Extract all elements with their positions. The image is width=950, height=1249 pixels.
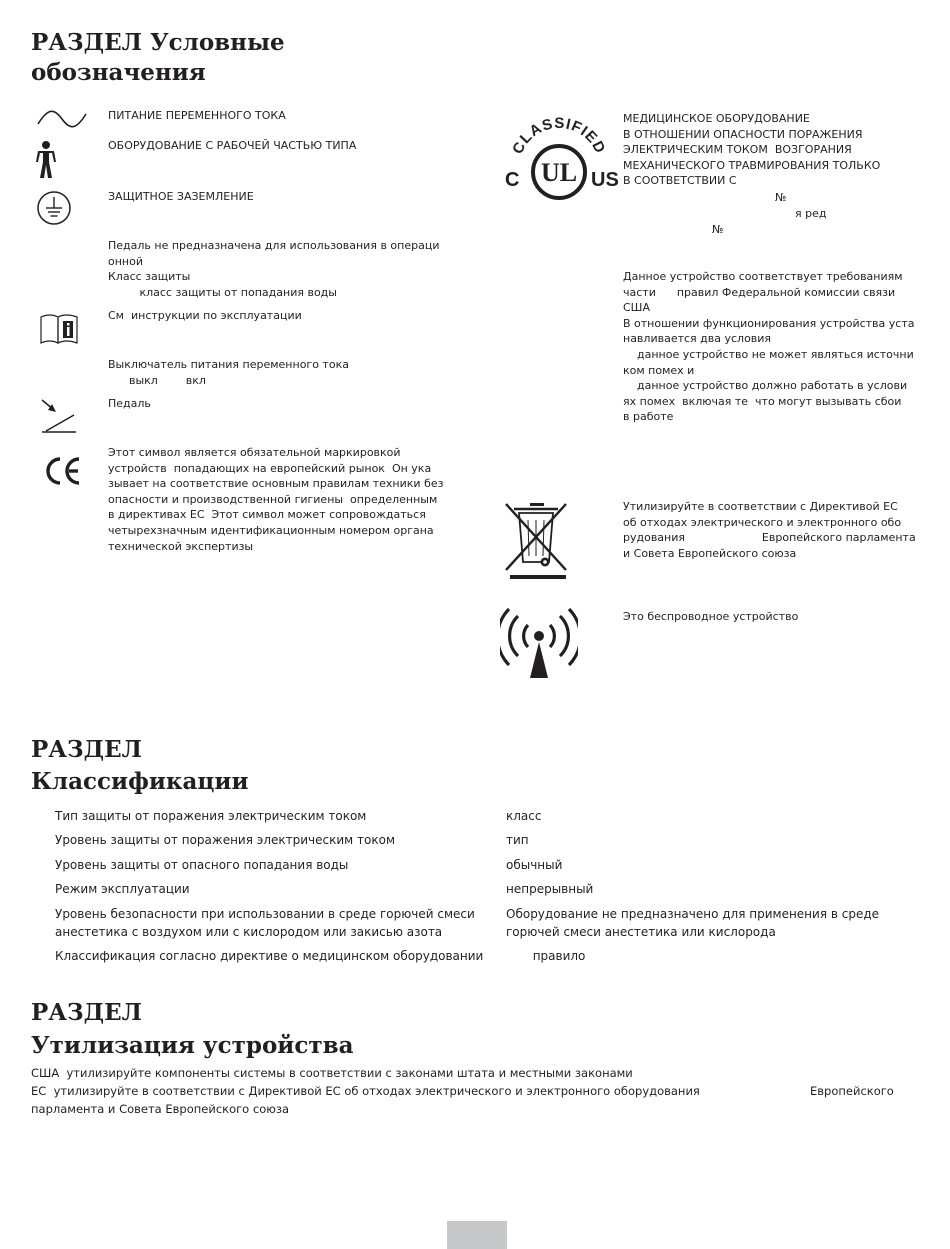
ac-wave-icon (36, 110, 88, 128)
ul-logo-classified: CLASSIFIED (509, 114, 609, 157)
classification-label: Классификация согласно директиве о медицинском оборудовании (55, 949, 484, 963)
manual-instructions-label: См инструкции по эксплуатации (108, 309, 302, 322)
pedal-label: Педаль (108, 397, 151, 410)
weee-disposal-text: Утилизируйте в соответствии с Директивой ЕС об отходах электрического и электронного обо рудования Европейского парламента и Совета Европейского союза (623, 500, 916, 560)
classification-value: класс (506, 809, 542, 823)
classification-value: тип (506, 833, 529, 847)
classification-label: Режим эксплуатации (55, 882, 190, 896)
ground-icon (36, 190, 72, 226)
pedal-icon (38, 398, 78, 434)
classification-value: правило (506, 949, 586, 963)
power-switch-text: Выключатель питания переменного тока выкл вкл (108, 358, 349, 387)
body-type-icon (35, 140, 57, 180)
ce-mark-text: Этот символ является обязательной маркировкой устройств попадающих на европейский рынок Он ука зывает на соответствие основным правилам техники без опасности и производственной гигиены определенным в директивах ЕС Этот символ может сопровождаться четырехзначным идентификационным номером органа технической экспертизы (108, 446, 444, 553)
disposal-eu-text-cont: парламента и Совета Европейского союза (31, 1102, 290, 1116)
classification-value: непрерывный (506, 882, 594, 896)
ul-logo-center: UL (540, 158, 578, 187)
ul-number-1: № (775, 191, 787, 204)
classification-label: Тип защиты от поражения электрическим током (55, 809, 367, 823)
fcc-compliance-text: Данное устройство соответствует требованиям части правил Федеральной комиссии связи США В отношении функционирования устройства уста навливается два условия данное устройство не может являться источни ком помех и данное устройство должно работать в услови ях помех включая те что могут вызывать сбои в работе (623, 270, 915, 424)
classification-label: Уровень защиты от поражения электрическим током (55, 833, 396, 847)
page-number-tab (447, 1221, 507, 1249)
classification-value: Оборудование не предназначено для применения в среде горючей смеси анестетика или кислорода (506, 907, 880, 939)
type-b-equipment-label: ОБОРУДОВАНИЕ С РАБОЧЕЙ ЧАСТЬЮ ТИПА (108, 139, 357, 152)
disposal-eu-text: ЕС утилизируйте в соответствии с Директивой ЕС об отходах электрического и электронного оборудования (31, 1084, 700, 1098)
section3-title-line2: Утилизация устройства (31, 1032, 354, 1059)
classification-label: Уровень защиты от опасного попадания воды (55, 858, 349, 872)
section3-title-line1: РАЗДЕЛ (31, 999, 142, 1026)
protective-ground-label: ЗАЩИТНОЕ ЗАЗЕМЛЕНИЕ (108, 190, 254, 203)
weee-bin-icon (500, 500, 572, 582)
svg-text:CLASSIFIED (509, 115, 609, 157)
ul-classification-text: МЕДИЦИНСКОЕ ОБОРУДОВАНИЕ В ОТНОШЕНИИ ОПАСНОСТИ ПОРАЖЕНИЯ ЭЛЕКТРИЧЕСКИМ ТОКОМ ВОЗГОРАНИЯ МЕХАНИЧЕСКОГО ТРАВМИРОВАНИЯ ТОЛЬКО В СООТВЕТСТВИИ С (623, 112, 881, 188)
wireless-device-label: Это беспроводное устройство (623, 610, 799, 623)
ul-classified-icon (497, 110, 619, 206)
section1-title-line1: РАЗДЕЛ Условные (31, 29, 285, 56)
ac-power-label: ПИТАНИЕ ПЕРЕМЕННОГО ТОКА (108, 109, 286, 122)
section1-title-line2: обозначения (31, 59, 206, 86)
wireless-icon (500, 608, 578, 680)
disposal-usa-text: США утилизируйте компоненты системы в соответствии с законами штата и местными законами (31, 1066, 633, 1080)
classification-value: обычный (506, 858, 563, 872)
ul-number-2: № (712, 223, 724, 236)
classification-label: Уровень безопасности при использовании в среде горючей смеси анестетика с воздухом или с кислородом или закисью азота (55, 907, 475, 939)
pedal-protection-text: Педаль не предназначена для использования в операци онной Класс защиты класс защиты от попадания воды (108, 239, 440, 299)
disposal-eu-text-right: Европейского (810, 1084, 894, 1098)
section2-title-line1: РАЗДЕЛ (31, 736, 142, 763)
ce-mark-icon (43, 456, 83, 486)
ul-logo-left: C (505, 169, 520, 191)
section2-title-line2: Классификации (31, 768, 249, 795)
ul-logo-right: US (591, 169, 619, 191)
manual-info-icon (38, 313, 80, 345)
ul-edition: я ред (795, 207, 827, 220)
